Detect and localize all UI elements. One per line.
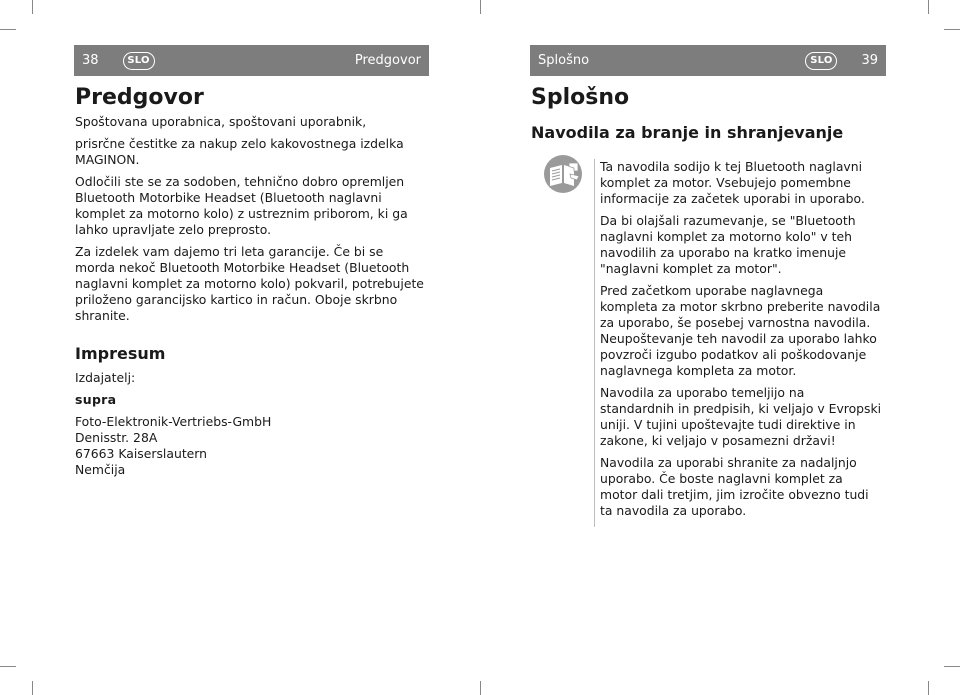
crop-mark [928, 0, 929, 14]
paragraph: prisrčne čestitke za nakup zelo kakovostnega izdelka MAGINON. [75, 136, 404, 167]
page-number: 39 [861, 53, 878, 68]
crop-mark [480, 681, 481, 695]
section-heading: Impresum [75, 344, 166, 363]
section-subheading: Navodila za branje in shranjevanje [531, 123, 844, 142]
left-column [75, 84, 427, 478]
crop-mark [928, 681, 929, 695]
crop-mark [32, 0, 33, 14]
crop-mark [32, 681, 33, 695]
paragraph: Navodila za uporabi shranite za nadaljnjo uporabo. Če boste naglavni komplet za motor dali tretjim, jim izročite obvezno tudi ta navodila za uporabo. [600, 455, 869, 518]
address-city: 67663 Kaiserslautern [75, 446, 208, 461]
header-title: Splošno [538, 53, 590, 68]
paragraph: Navodila za uporabo temeljijo na standardnih in predpisih, ki veljajo v Evropski uniji. V tujini upoštevajte tudi direktive in zakone, ki veljajo v posamezni državi! [600, 385, 882, 448]
paragraph: Odločili ste se za sodoben, tehnično dobro opremljen Bluetooth Motorbike Headset (Bluetooth naglavni komplet za motorno kolo) z ustreznim priborom, ki ga lahko upravljate zelo preprosto. [75, 174, 408, 237]
publisher-label: Izdajatelj: [75, 370, 136, 385]
page-number: 38 [82, 53, 99, 68]
crop-mark [944, 666, 960, 667]
language-badge: SLO [123, 52, 155, 70]
paragraph: Ta navodila sodijo k tej Bluetooth naglavni komplet za motor. Vsebujejo pomembne informacije za začetek uporabi in uporabo. [600, 159, 865, 206]
crop-mark [944, 29, 960, 30]
brand-logo: supra [75, 392, 117, 407]
paragraph: Spoštovana uporabnica, spoštovani uporabnik, [75, 114, 367, 129]
right-column [600, 159, 882, 519]
column-divider [594, 159, 595, 527]
paragraph: Da bi olajšali razumevanje, se "Bluetooth naglavni komplet za motorno kolo" v teh navodilih za uporabo na kratko imenuje "naglavni komplet za motor". [600, 213, 856, 276]
page-heading: Predgovor [75, 85, 204, 110]
paragraph: Za izdelek vam dajemo tri leta garancije. Če bi se morda nekoč Bluetooth Motorbike Headset (Bluetooth naglavni komplet za motorno kolo) pokvaril, potrebujete priloženo garancijsko kartico in račun. Oboje skrbno shranite. [75, 244, 424, 323]
address-street: Denisstr. 28A [75, 430, 158, 445]
address-company: Foto-Elektronik-Vertriebs-GmbH [75, 414, 272, 429]
language-badge: SLO [805, 52, 837, 70]
manual-book-icon [543, 154, 583, 194]
header-title: Predgovor [354, 53, 421, 68]
page-heading: Splošno [531, 85, 630, 110]
crop-mark [0, 29, 16, 30]
left-page-header [74, 45, 429, 76]
paragraph: Pred začetkom uporabe naglavnega kompleta za motor skrbno preberite navodila za uporabo, še posebej varnostna navodila. Neupoštevanje teh navodil za uporabo lahko povzroči izgubo podatkov ali poškodovanje naglavnega kompleta za motor. [600, 283, 881, 378]
address-country: Nemčija [75, 462, 126, 477]
crop-mark [0, 666, 16, 667]
right-page-header [530, 45, 886, 76]
crop-mark [480, 0, 481, 14]
